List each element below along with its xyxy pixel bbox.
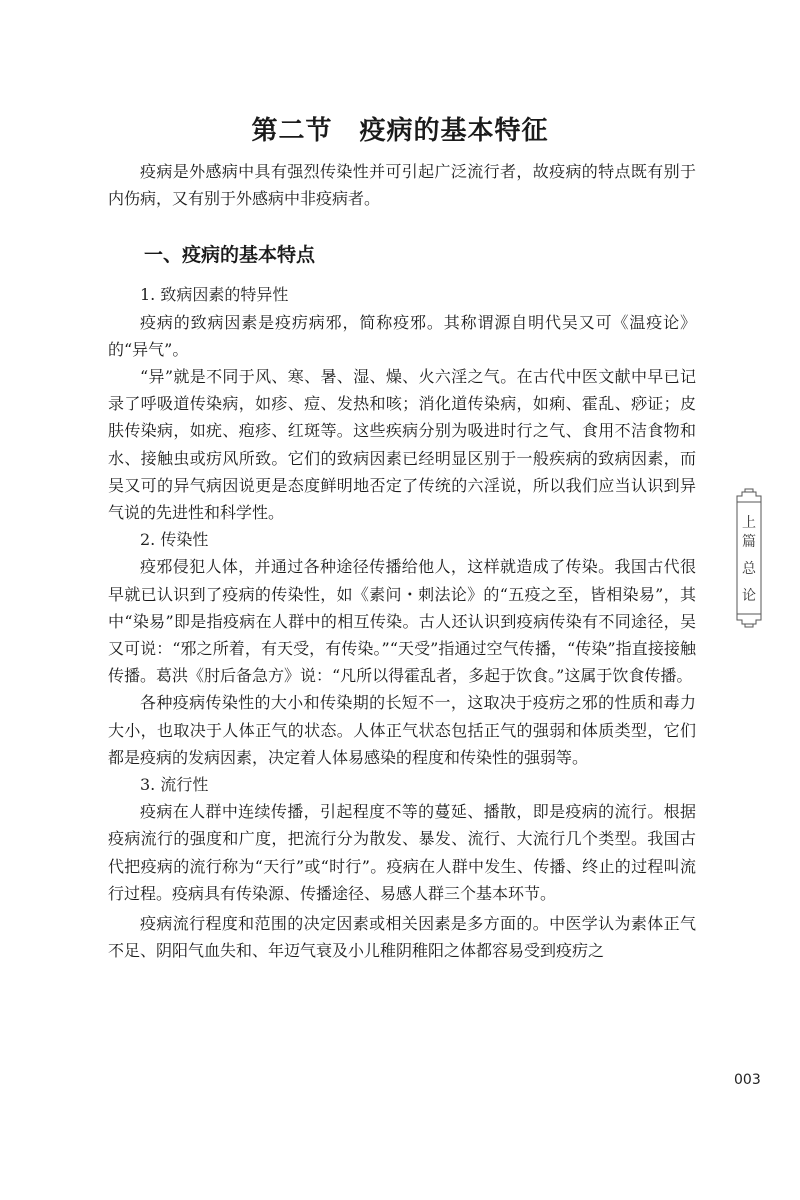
side-tab-char: 上	[742, 515, 756, 531]
paragraph-2-2: 各种疫病传染性的大小和传染期的长短不一，这取决于疫疠之邪的性质和毒力大小，也取决于人体正气的状态。人体正气状态包括正气的强弱和体质类型，它们都是疫病的发病因素，决定着人体易感染的程度和传染性的强弱等。	[108, 693, 696, 767]
section-heading: 一、疫病的基本特点	[144, 244, 316, 267]
paragraph-1-1: 疫病的致病因素是疫疠病邪，简称疫邪。其称谓源自明代吴又可《温疫论》的“异气”。	[108, 312, 696, 359]
subsection-heading-1: 1. 致病因素的特异性	[140, 285, 289, 305]
section-side-tab	[733, 488, 765, 628]
page-number: 003	[734, 1072, 761, 1088]
paragraph-2-1: 疫邪侵犯人体，并通过各种途径传播给他人，这样就造成了传染。我国古代很早就已认识到了疫病的传染性，如《素问・刺法论》的“五疫之至，皆相染易”，其中“染易”即是指疫病在人群中的相互传染。古人还认识到疫病传染有不同途径，吴又可说：“邪之所着，有天受，有传染。”“天受”指通过空气传播，“传染”指直接接触传播。葛洪《肘后备急方》说：“凡所以得霍乱者，多起于饮食。”这属于饮食传播。	[108, 557, 696, 686]
side-tab-char: 篇	[742, 534, 756, 550]
page-title: 第二节 疫病的基本特征	[251, 116, 549, 146]
side-tab-char: 论	[742, 588, 756, 604]
subsection-heading-2: 2. 传染性	[140, 530, 209, 550]
page-body	[108, 158, 696, 964]
side-tab-label	[733, 514, 765, 606]
intro-paragraph: 疫病是外感病中具有强烈传染性并可引起广泛流行者，故疫病的特点既有别于内伤病，又有别于外感病中非疫病者。	[108, 162, 696, 209]
paragraph-3-2: 疫病流行程度和范围的决定因素或相关因素是多方面的。中医学认为素体正气不足、阴阳气血失和、年迈气衰及小儿稚阴稚阳之体都容易受到疫疠之	[108, 914, 696, 961]
paragraph-1-2: “异”就是不同于风、寒、暑、湿、燥、火六淫之气。在古代中医文献中早已记录了呼吸道传染病，如疹、痘、发热和咳；消化道传染病，如痢、霍乱、痧证；皮肤传染病，如疣、疱疹、红斑等。这些疾病分别为吸进时行之气、食用不洁食物和水、接触虫或疠风所致。它们的致病因素已经明显区别于一般疾病的致病因素，而吴又可的异气病因说更是态度鲜明地否定了传统的六淫说，所以我们应当认识到异气说的先进性和科学性。	[108, 367, 696, 523]
subsection-heading-3: 3. 流行性	[140, 775, 209, 795]
paragraph-3-1: 疫病在人群中连续传播，引起程度不等的蔓延、播散，即是疫病的流行。根据疫病流行的强度和广度，把流行分为散发、暴发、流行、大流行几个类型。我国古代把疫病的流行称为“天行”或“时行”。疫病在人群中发生、传播、终止的过程叫流行过程。疫病具有传染源、传播途径、易感人群三个基本环节。	[108, 802, 696, 903]
side-tab-char: 总	[742, 561, 756, 577]
